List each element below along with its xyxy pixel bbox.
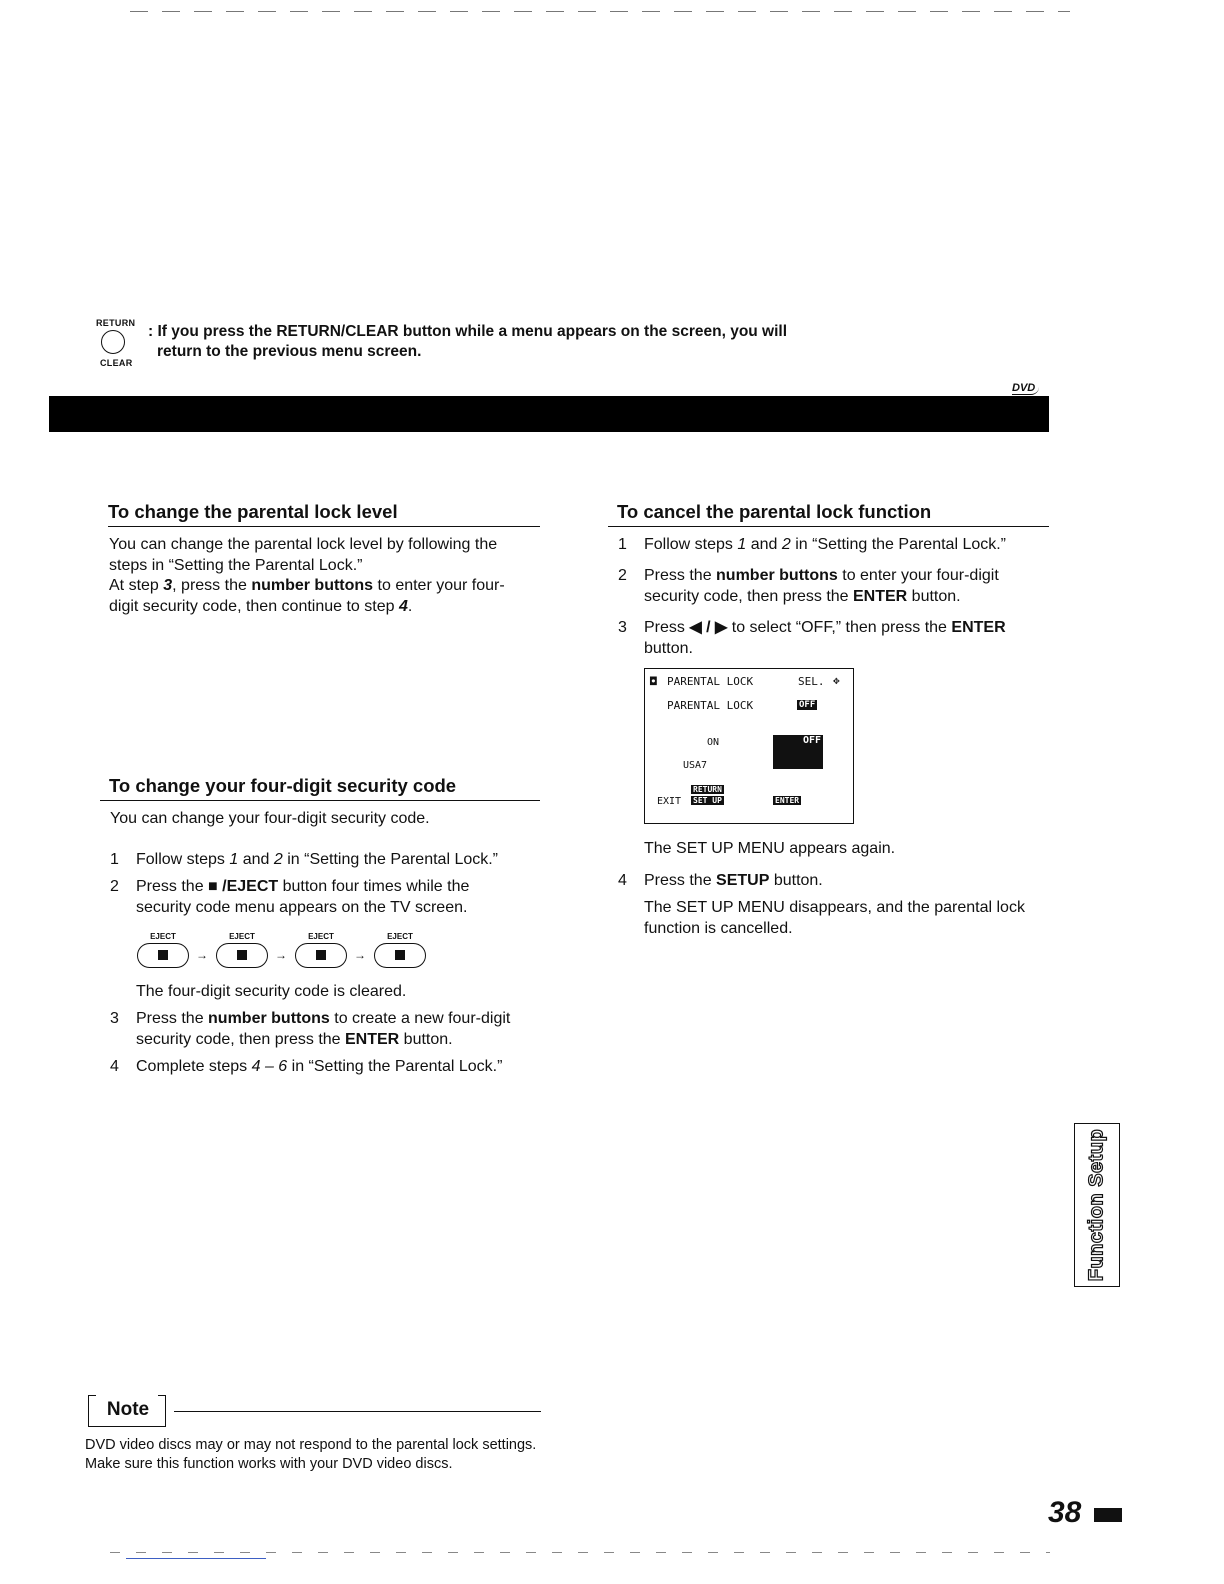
osd-enter-button: ENTER	[775, 796, 800, 805]
setup-menu-disappears-text: The SET UP MENU disappears, and the parental lock function is cancelled.	[644, 899, 1025, 937]
stop-icon	[316, 950, 326, 960]
change-level-heading: To change the parental lock level	[108, 501, 540, 527]
arrow-right-icon: →	[354, 948, 366, 962]
osd-option-off-selected: OFF	[773, 735, 823, 769]
change-code-heading: To change your four-digit security code	[100, 775, 540, 801]
left-right-arrow-icon: ◀ / ▶	[689, 619, 728, 636]
osd-setup-button: SET UP	[693, 796, 722, 805]
eject-button-3: EJECT	[292, 932, 350, 972]
return-clear-line2: return to the previous menu screen.	[157, 343, 422, 360]
osd-return-button: RETURN	[693, 785, 722, 794]
osd-row-label: PARENTAL LOCK	[667, 699, 754, 712]
stop-icon	[158, 950, 168, 960]
parental-lock-osd	[644, 668, 854, 824]
stop-icon	[237, 950, 247, 960]
osd-country: USA7	[683, 760, 708, 771]
scan-artifact-blue	[126, 1558, 266, 1559]
page-number: 38	[1048, 1496, 1082, 1529]
setup-menu-appears-text: The SET UP MENU appears again.	[644, 840, 896, 857]
note-label: Note	[106, 1399, 150, 1420]
change-level-line3: At step 3, press the number buttons to enter your four-	[109, 577, 505, 594]
osd-sel: SEL.	[798, 675, 825, 688]
return-clear-line1: : If you press the RETURN/CLEAR button while a menu appears on the screen, you will	[148, 323, 788, 340]
note-rule	[174, 1411, 541, 1412]
change-code-intro: You can change your four-digit security code.	[110, 810, 430, 827]
change-level-line2: steps in “Setting the Parental Lock.”	[109, 556, 363, 574]
section-header-band	[49, 396, 1049, 432]
eject-button-4: EJECT	[371, 932, 429, 972]
return-button-circle	[101, 330, 125, 354]
eject-sequence	[134, 932, 444, 972]
arrow-right-icon: →	[275, 948, 287, 962]
osd-exit-label: EXIT	[657, 796, 682, 807]
note-label-box	[88, 1395, 166, 1427]
function-setup-tab: Function Setup	[1074, 1123, 1120, 1287]
osd-cross-arrow-icon: ✥	[833, 674, 840, 687]
scan-artifact-bottom	[110, 1552, 1050, 1553]
return-clear-icon	[96, 318, 136, 370]
change-level-line4: digit security code, then continue to step 4.	[109, 597, 413, 615]
return-clear-text	[148, 322, 848, 362]
eject-button-2: EJECT	[213, 932, 271, 972]
stop-icon	[395, 950, 405, 960]
cancel-heading: To cancel the parental lock function	[608, 501, 1049, 527]
page-number-bar	[1094, 1508, 1122, 1522]
eject-button-1: EJECT	[134, 932, 192, 972]
note-line2: Make sure this function works with your DVD video discs.	[85, 1456, 453, 1472]
dvd-logo: DVD	[1012, 382, 1039, 394]
clear-label: CLEAR	[100, 358, 133, 368]
cancel-section	[608, 501, 1049, 527]
change-level-body	[109, 535, 549, 617]
note-line1: DVD video discs may or may not respond to the parental lock settings.	[85, 1437, 537, 1453]
change-level-line1: You can change the parental lock level by following the	[109, 536, 498, 553]
osd-row-value: OFF	[799, 700, 816, 710]
osd-menu-icon: ◘	[650, 675, 657, 688]
code-cleared-text: The four-digit security code is cleared.	[136, 983, 407, 1000]
return-label: RETURN	[96, 318, 136, 328]
change-code-section	[100, 775, 540, 801]
scan-artifact-top	[130, 11, 1070, 12]
osd-option-on: ON	[707, 737, 720, 748]
osd-title: PARENTAL LOCK	[667, 675, 754, 688]
arrow-right-icon: →	[196, 948, 208, 962]
note-text	[85, 1436, 555, 1474]
change-level-section	[108, 501, 540, 527]
